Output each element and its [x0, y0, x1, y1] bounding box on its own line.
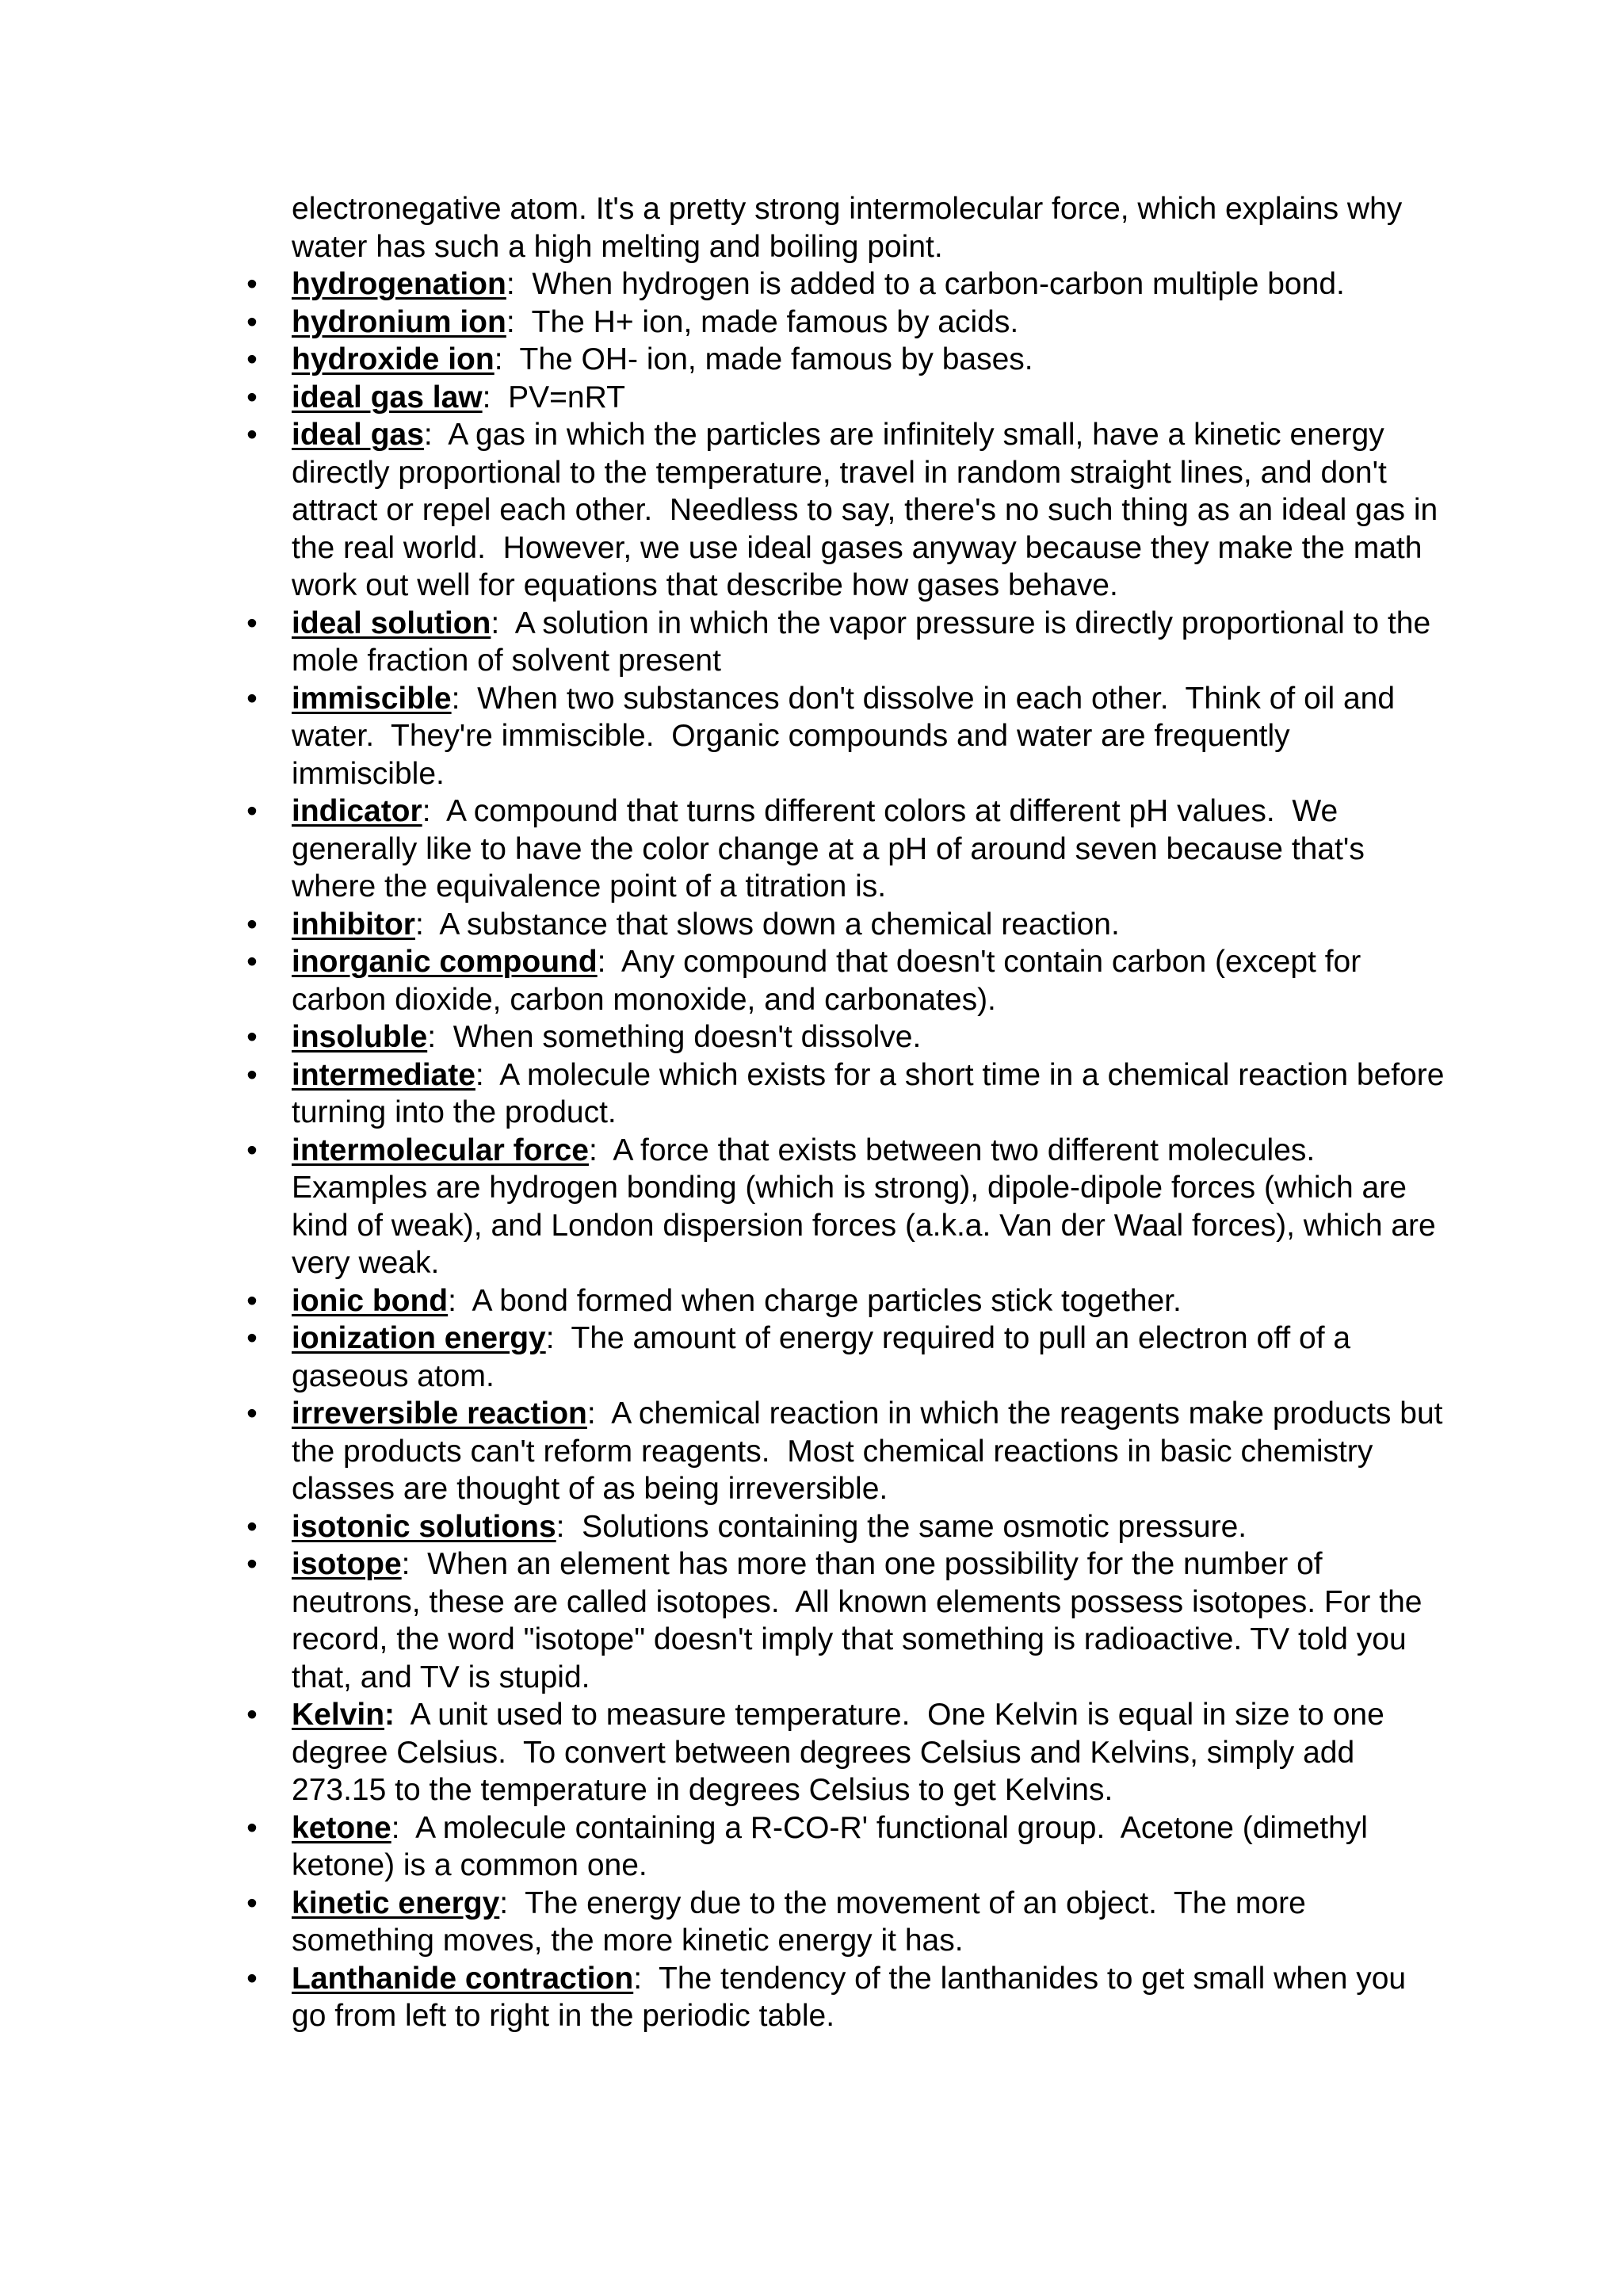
bullet-icon: •	[246, 681, 258, 716]
bullet-icon: •	[246, 794, 258, 828]
bullet-icon: •	[246, 380, 258, 415]
glossary-term: immiscible	[292, 681, 452, 716]
bullet-icon: •	[246, 1396, 258, 1431]
bullet-icon: •	[246, 304, 258, 339]
glossary-definition: Solutions containing the same osmotic pressure.	[564, 1509, 1247, 1544]
glossary-term: Lanthanide contraction	[292, 1961, 634, 1996]
glossary-entry	[246, 304, 1449, 342]
glossary-entry	[246, 680, 1449, 793]
bullet-icon: •	[246, 1133, 258, 1167]
bullet-icon: •	[246, 342, 258, 376]
glossary-definition: When something doesn't dissolve.	[436, 1020, 922, 1054]
term-separator: :	[427, 1020, 437, 1054]
glossary-term: inorganic compound	[292, 945, 598, 979]
term-separator: :	[448, 1283, 456, 1318]
glossary-term: ideal gas law	[292, 380, 483, 415]
glossary-definition: A force that exists between two different molecules. Examples are hydrogen bonding (which is strong), dipole-dipole forces (which are kind of weak), and London dispersion forces (a.k.a. Van der Waal forces), which are very weak.	[292, 1133, 1445, 1280]
glossary-definition: A compound that turns different colors at different pH values. We generally like to have the color change at a pH of around seven because that's where the equivalence point of a titration is.	[292, 794, 1373, 904]
glossary-term: ionic bond	[292, 1283, 449, 1318]
bullet-icon: •	[246, 1885, 258, 1920]
term-separator: :	[633, 1961, 643, 1996]
term-separator: :	[494, 342, 503, 376]
term-separator: :	[475, 1057, 484, 1092]
glossary-definition: The H+ ion, made famous by acids.	[514, 304, 1019, 339]
bullet-icon: •	[246, 267, 258, 301]
glossary-definition: When two substances don't dissolve in each other. Think of oil and water. They're immiscible. Organic compounds and water are frequently immiscible.	[292, 681, 1403, 791]
term-separator: :	[451, 681, 460, 716]
glossary-term: indicator	[292, 794, 422, 828]
glossary-term: hydrogenation	[292, 267, 506, 301]
glossary-definition: When hydrogen is added to a carbon-carbon multiple bond.	[514, 267, 1345, 301]
glossary-term: kinetic energy	[292, 1885, 500, 1920]
glossary-entry	[246, 1395, 1452, 1508]
glossary-entry	[246, 605, 1449, 680]
glossary-definition: A molecule which exists for a short time in a chemical reaction before turning into the product.	[292, 1057, 1453, 1129]
term-separator: :	[422, 794, 431, 828]
term-separator: :	[506, 304, 515, 339]
glossary-entry	[246, 416, 1449, 605]
bullet-icon: •	[246, 1057, 258, 1092]
term-separator: :	[423, 418, 433, 452]
bullet-icon: •	[246, 418, 258, 452]
term-separator: :	[482, 380, 491, 415]
glossary-term: hydroxide ion	[292, 342, 495, 376]
glossary-term: ideal solution	[292, 606, 491, 640]
glossary-definition: A bond formed when charge particles stick together.	[456, 1283, 1182, 1318]
term-separator: :	[401, 1547, 411, 1581]
glossary-term: intermolecular force	[292, 1133, 589, 1167]
glossary-definition: A solution in which the vapor pressure is directly proportional to the mole fraction of solvent present	[292, 606, 1440, 678]
term-separator: :	[597, 945, 606, 979]
glossary-term: ketone	[292, 1810, 391, 1845]
glossary-term: irreversible reaction	[292, 1396, 587, 1431]
glossary-entry	[246, 1056, 1453, 1132]
glossary-entry	[246, 1320, 1449, 1395]
glossary-definition: A unit used to measure temperature. One Kelvin is equal in size to one degree Celsius. To convert between degrees Celsius and Kelvins, simply add 273.15 to the temperature in degrees Celsius to get Kelvins.	[292, 1698, 1393, 1807]
term-separator: :	[556, 1509, 565, 1544]
glossary-entry	[246, 1809, 1449, 1885]
glossary-term: Kelvin	[292, 1698, 385, 1732]
glossary-definition: A molecule containing a R-CO-R' functional group. Acetone (dimethyl ketone) is a common one.	[292, 1810, 1377, 1882]
glossary-definition: The tendency of the lanthanides to get small when you go from left to right in the periodic table.	[292, 1961, 1415, 2033]
term-separator: :	[588, 1133, 598, 1167]
glossary-content	[246, 190, 1453, 2035]
term-separator: :	[491, 606, 500, 640]
glossary-entry	[246, 341, 1449, 379]
glossary-definition: When an element has more than one possibility for the number of neutrons, these are called isotopes. All known elements possess isotopes. For the record, the word "isotope" doesn't imply that something is radioactive. TV told you that, and TV is stupid.	[292, 1547, 1431, 1694]
glossary-definition: PV=nRT	[491, 380, 625, 415]
glossary-definition: The energy due to the movement of an object. The more something moves, the more kinetic energy it has.	[292, 1885, 1315, 1958]
glossary-term: intermediate	[292, 1057, 475, 1092]
bullet-icon: •	[246, 945, 258, 979]
bullet-icon: •	[246, 1547, 258, 1581]
glossary-entry	[246, 1508, 1449, 1546]
bullet-icon: •	[246, 1961, 258, 1996]
glossary-entry	[246, 906, 1449, 944]
term-separator: :	[384, 1698, 395, 1732]
glossary-list	[246, 266, 1453, 2035]
glossary-entry	[246, 1885, 1449, 1960]
glossary-entry	[246, 793, 1449, 906]
bullet-icon: •	[246, 1698, 258, 1732]
glossary-definition: The amount of energy required to pull an electron off of a gaseous atom.	[292, 1321, 1359, 1393]
glossary-term: hydronium ion	[292, 304, 506, 339]
glossary-entry	[246, 1018, 1449, 1056]
term-separator: :	[391, 1810, 400, 1845]
glossary-term: insoluble	[292, 1020, 428, 1054]
glossary-entry	[246, 1282, 1449, 1320]
glossary-definition: Any compound that doesn't contain carbon (except for carbon dioxide, carbon monoxide, and carbonates).	[292, 945, 1370, 1017]
bullet-icon: •	[246, 1810, 258, 1845]
glossary-entry	[246, 1960, 1449, 2035]
glossary-definition: A gas in which the particles are infinitely small, have a kinetic energy directly proportional to the temperature, travel in random straight lines, and don't attract or repel each other. Needless to say, there's no such thing as an ideal gas in the real world. However, we use ideal gases anyway because they make the math work out well for equations that describe how gases behave.	[292, 418, 1447, 602]
glossary-entry	[246, 1696, 1449, 1809]
glossary-definition: The OH- ion, made famous by bases.	[502, 342, 1033, 376]
glossary-term: ionization energy	[292, 1321, 546, 1355]
term-separator: :	[506, 267, 515, 301]
bullet-icon: •	[246, 1283, 258, 1318]
term-separator: :	[586, 1396, 596, 1431]
continued-paragraph: electronegative atom. It's a pretty strong intermolecular force, which explains why water has such a high melting and boiling point.	[292, 192, 1403, 264]
bullet-icon: •	[246, 1020, 258, 1054]
term-separator: :	[414, 907, 424, 942]
term-separator: :	[499, 1885, 509, 1920]
glossary-entry	[246, 943, 1449, 1018]
glossary-term: isotope	[292, 1547, 402, 1581]
term-separator: :	[545, 1321, 555, 1355]
glossary-term: inhibitor	[292, 907, 415, 942]
bullet-icon: •	[246, 1509, 258, 1544]
glossary-entry	[246, 1545, 1449, 1696]
glossary-term: isotonic solutions	[292, 1509, 556, 1544]
glossary-term: ideal gas	[292, 418, 424, 452]
bullet-icon: •	[246, 907, 258, 942]
glossary-entry	[246, 266, 1449, 304]
bullet-icon: •	[246, 606, 258, 640]
glossary-entry	[246, 379, 1449, 417]
bullet-icon: •	[246, 1321, 258, 1355]
glossary-entry	[246, 1132, 1449, 1282]
glossary-definition: A substance that slows down a chemical reaction.	[423, 907, 1120, 942]
glossary-definition: A chemical reaction in which the reagents make products but the products can't reform reagents. Most chemical reactions in basic chemistry classes are thought of as being irreversible.	[292, 1396, 1452, 1506]
